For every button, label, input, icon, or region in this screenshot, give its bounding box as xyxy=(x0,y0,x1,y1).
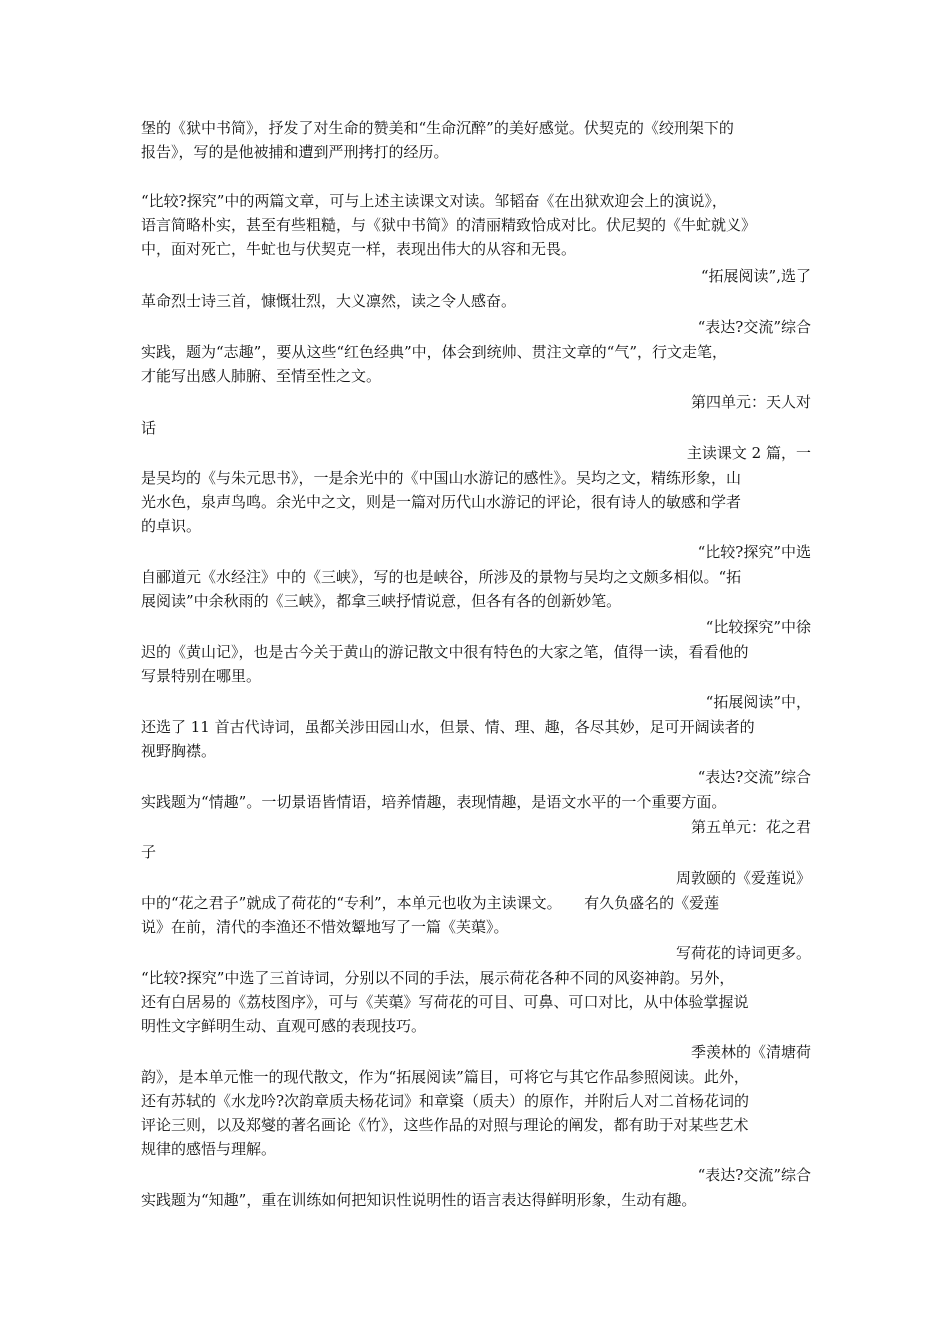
text-line: 才能写出感人肺腑、至情至性之文。 xyxy=(141,367,382,385)
text-line: 语言简略朴实，甚至有些粗糙，与《狱中书简》的清丽精致恰成对比。伏尼契的《牛虻就义》 xyxy=(141,216,757,234)
text-line: 堡的《狱中书简》，抒发了对生命的赞美和“生命沉醉”的美好感觉。伏契克的《绞刑架下的 xyxy=(141,119,734,137)
text-line: 中，面对死亡，牛虻也与伏契克一样，表现出伟大的从容和无畏。 xyxy=(141,240,577,258)
text-line: “比较?探究”中选了三首诗词，分别以不同的手法，展示荷花各种不同的风姿神韵。另外， xyxy=(141,969,735,987)
text-line: “比较探究”中徐 xyxy=(705,618,811,636)
text-line: “拓展阅读”中， xyxy=(705,693,811,711)
text-line: 是吴均的《与朱元思书》，一是余光中的《中国山水游记的感性》。吴均之文，精练形象，山 xyxy=(141,469,742,487)
text-line: 自郦道元《水经注》中的《三峡》，写的也是峡谷，所涉及的景物与吴均之文颇多相似。“拓 xyxy=(141,568,742,586)
text-line: 说》在前，清代的李渔还不惜效颦地写了一篇《芙蕖》。 xyxy=(141,918,509,936)
section-heading: 第四单元：天人对 xyxy=(690,393,811,411)
text-line: 明性文字鲜明生动、直观可感的表现技巧。 xyxy=(141,1017,427,1035)
text-line: 展阅读”中余秋雨的《三峡》，都拿三峡抒情说意，但各有各的创新妙笔。 xyxy=(141,592,622,610)
text-line: 评论三则，以及郑燮的著名画论《竹》，这些作品的对照与理论的阐发，都有助于对某些艺术 xyxy=(141,1116,749,1134)
text-line: 的卓识。 xyxy=(141,517,202,535)
text-line: “比较?探究”中的两篇文章，可与上述主读课文对读。邹韬奋《在出狱欢迎会上的演说》， xyxy=(141,192,727,210)
text-line: 写荷花的诗词更多。 xyxy=(675,944,811,962)
text-line: “表达?交流”综合 xyxy=(697,768,811,786)
text-line: 视野胸襟。 xyxy=(141,742,217,760)
text-line: “表达?交流”综合 xyxy=(697,1166,811,1184)
text-line: 实践题为“情趣”。一切景语皆情语，培养情趣，表现情趣，是语文水平的一个重要方面。 xyxy=(141,793,727,811)
text-line: 还有苏轼的《水龙吟?次韵章质夫杨花词》和章楶（质夫）的原作，并附后人对二首杨花词的 xyxy=(141,1092,750,1110)
text-line: 写景特别在哪里。 xyxy=(141,667,262,685)
text-line: 周敦颐的《爱莲说》 xyxy=(675,869,811,887)
text-line: 主读课文 2 篇，一 xyxy=(686,444,811,462)
text-line: 报告》，写的是他被捕和遭到严刑拷打的经历。 xyxy=(141,143,449,161)
text-line: 季羡林的《清塘荷 xyxy=(690,1043,811,1061)
text-line: 韵》，是本单元惟一的现代散文，作为“拓展阅读”篇目，可将它与其它作品参照阅读。此外， xyxy=(141,1068,749,1086)
text-line: “拓展阅读”,选了 xyxy=(700,267,811,285)
text-line: “比较?探究”中选 xyxy=(697,543,811,561)
text-line: 实践，题为“志趣”，要从这些“红色经典”中，体会到统帅、贯注文章的“气”，行文走笔， xyxy=(141,343,728,361)
text-line: 光水色，泉声鸟鸣。余光中之文，则是一篇对历代山水游记的评论，很有诗人的敏感和学者 xyxy=(141,493,742,511)
text-line: 还有白居易的《荔枝图序》，可与《芙蕖》写荷花的可目、可鼻、可口对比，从中体验掌握说 xyxy=(141,993,749,1011)
text-line: 革命烈士诗三首，慷慨壮烈，大义凛然，读之令人感奋。 xyxy=(141,292,517,310)
text-line: 中的“花之君子”就成了荷花的“专利”，本单元也收为主读课文。 有久负盛名的《爱莲 xyxy=(141,894,720,912)
text-line: 迟的《黄山记》，也是古今关于黄山的游记散文中很有特色的大家之笔，值得一读，看看他的 xyxy=(141,643,749,661)
text-line: 还选了 11 首古代诗词，虽都关涉田园山水，但景、情、理、趣，各尽其妙，足可开阔读者的 xyxy=(141,718,755,736)
section-heading: 子 xyxy=(141,843,157,861)
section-heading: 话 xyxy=(141,419,157,437)
text-line: 实践题为“知趣”，重在训练如何把知识性说明性的语言表达得鲜明形象，生动有趣。 xyxy=(141,1191,697,1209)
text-line: 规律的感悟与理解。 xyxy=(141,1140,277,1158)
text-line: “表达?交流”综合 xyxy=(697,318,811,336)
section-heading: 第五单元：花之君 xyxy=(690,818,811,836)
